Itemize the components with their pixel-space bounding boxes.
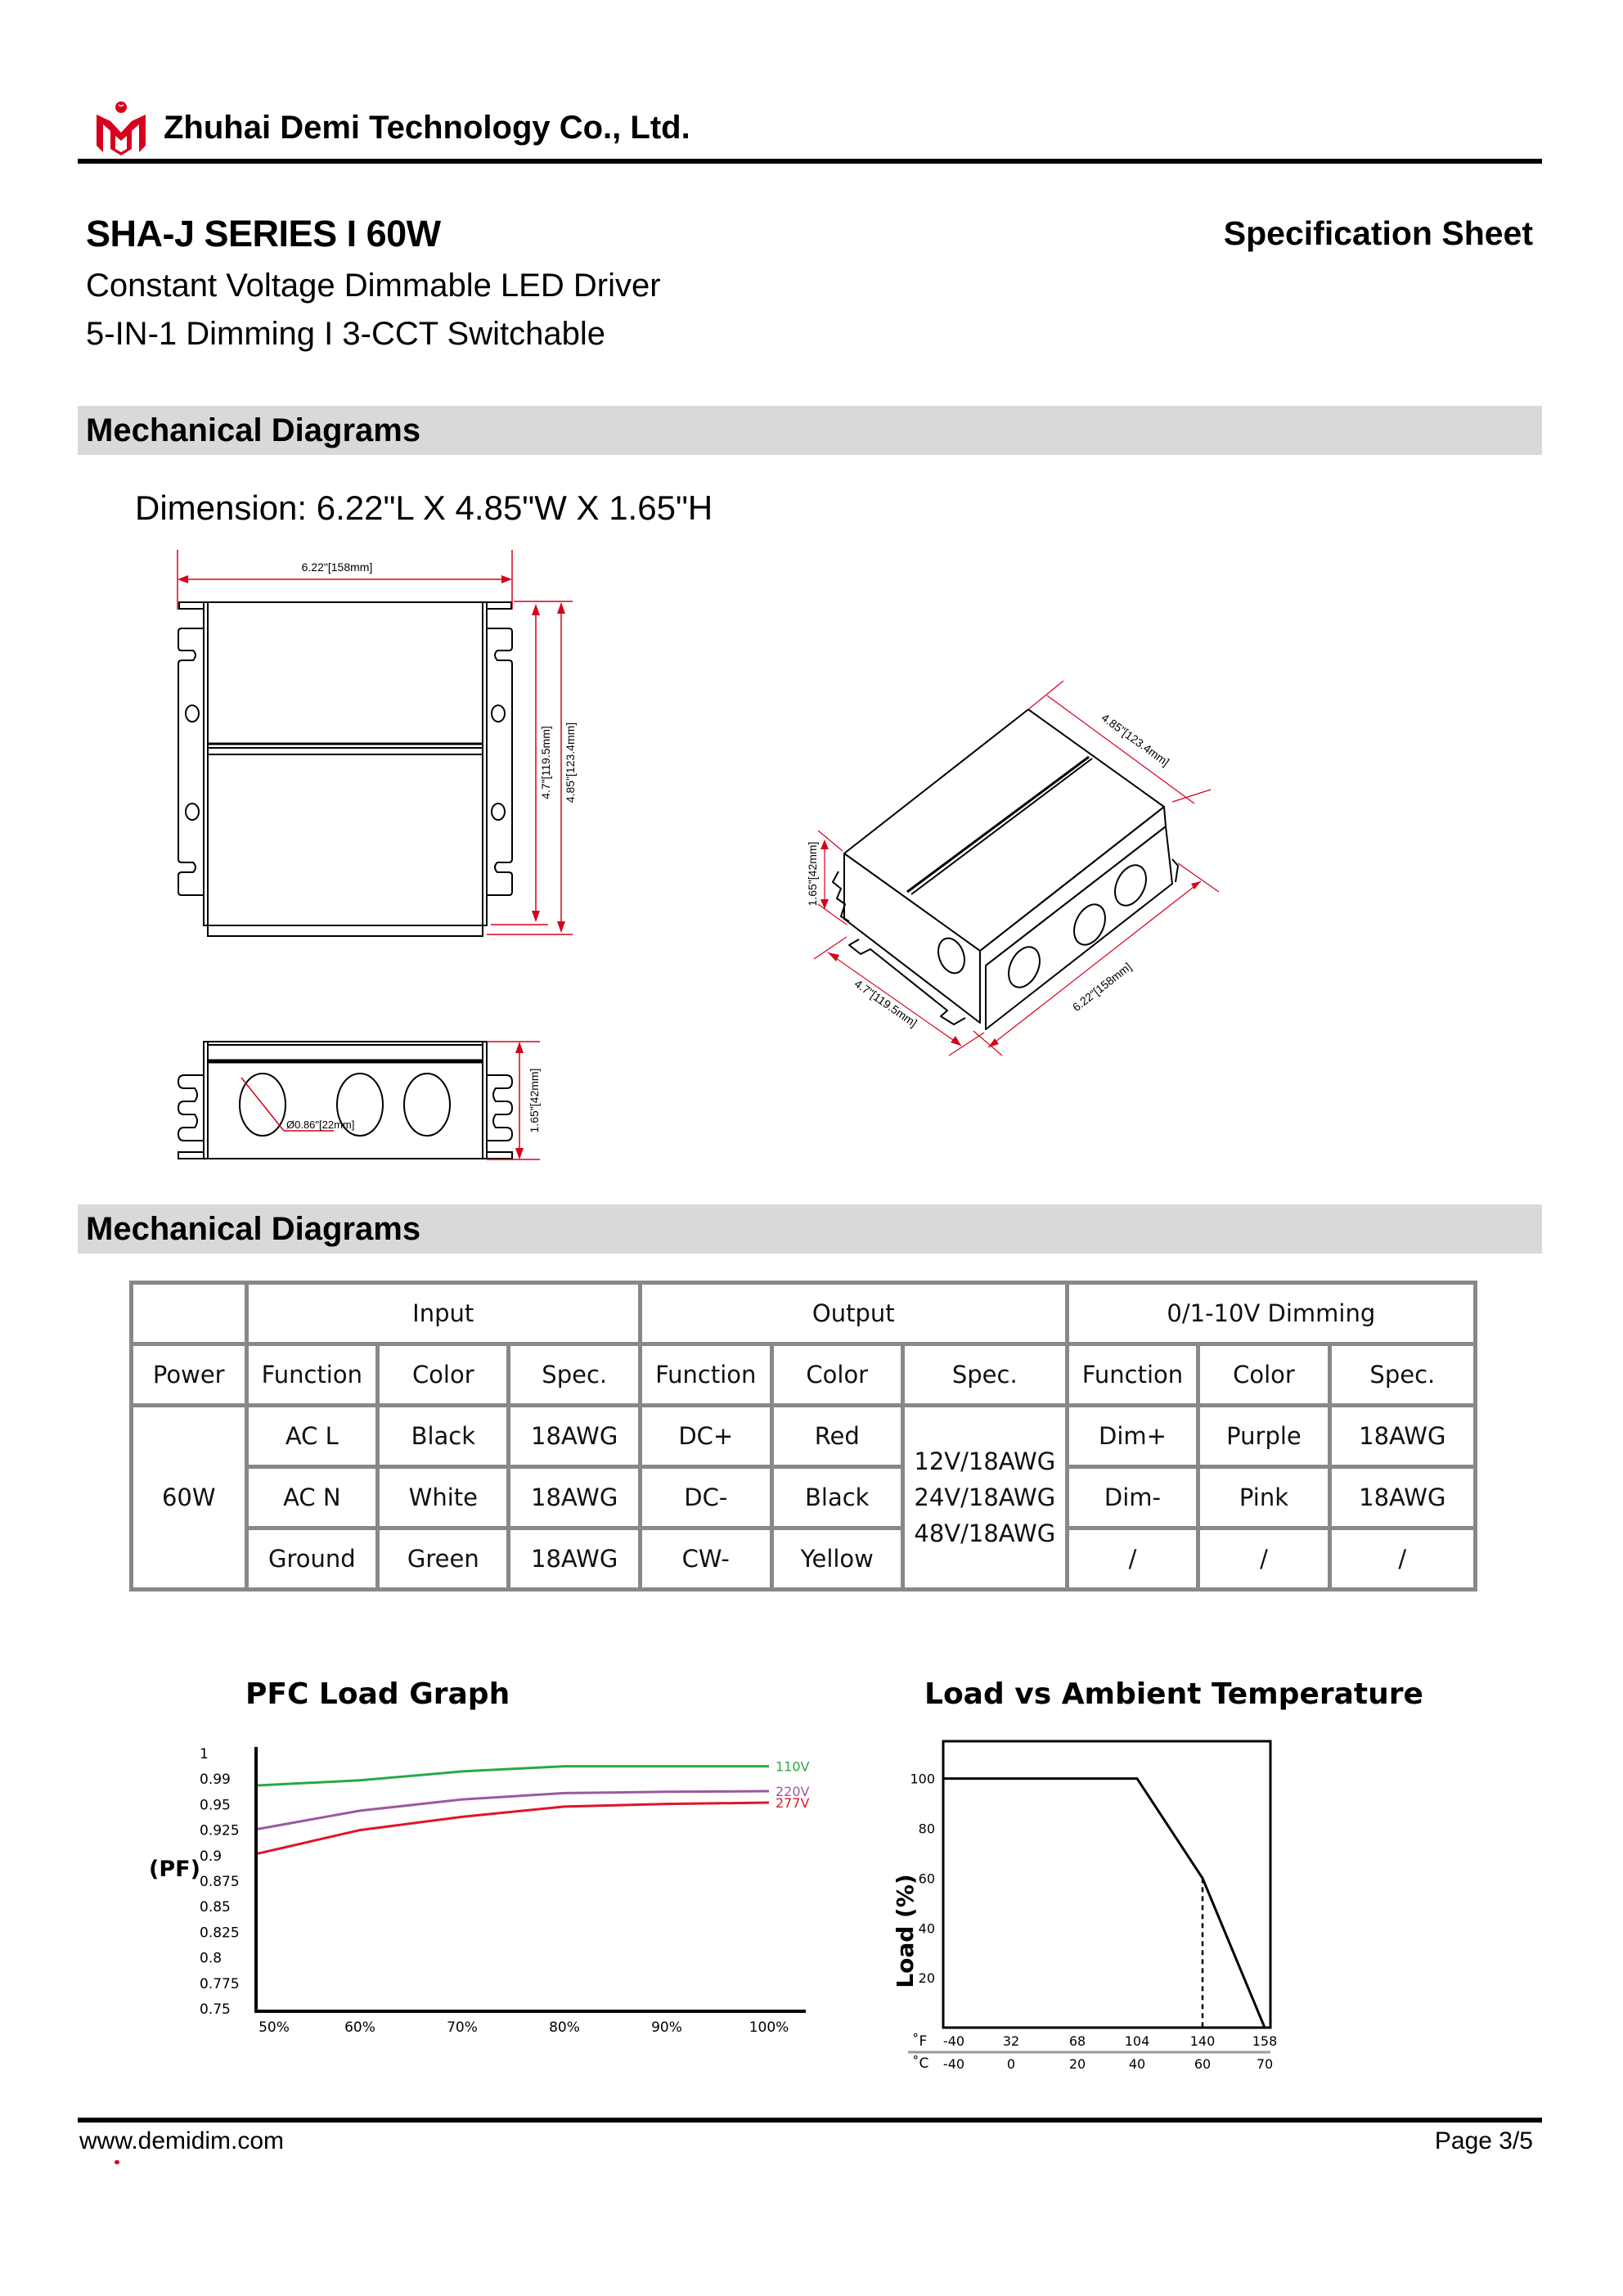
load-derating-line: [943, 1779, 1265, 2028]
load-x-tick-f: -40: [942, 2033, 965, 2049]
table-cell: CW-: [640, 1528, 771, 1590]
load-chart-title: Load vs Ambient Temperature: [924, 1677, 1423, 1711]
subtitle-1: Constant Voltage Dimmable LED Driver: [86, 268, 661, 304]
pfc-series-line-220V: [258, 1791, 769, 1829]
table-cell: Black: [378, 1406, 509, 1467]
wiring-spec-table: [129, 1281, 1477, 1591]
header-cell: Spec.: [509, 1344, 640, 1406]
fahrenheit-label: ˚F: [912, 2033, 928, 2050]
output-spec-line: 12V/18AWG: [914, 1447, 1056, 1475]
group-header-input: Input: [246, 1283, 640, 1344]
load-vs-temperature-chart: [883, 1727, 1456, 2095]
header-cell: Function: [246, 1344, 378, 1406]
table-corner-cell: [132, 1283, 247, 1344]
label-hole-diameter: Ø0.86"[22mm]: [286, 1119, 355, 1131]
load-y-tick-label: 80: [918, 1821, 935, 1837]
subtitle-2: 5-IN-1 Dimming I 3-CCT Switchable: [86, 316, 605, 352]
table-cell: Yellow: [771, 1528, 902, 1590]
celsius-label: ˚C: [912, 2055, 929, 2072]
header-cell: Color: [378, 1344, 509, 1406]
header-cell: Color: [1198, 1344, 1329, 1406]
table-cell: Dim-: [1067, 1467, 1198, 1528]
label-length: 6.22"[158mm]: [301, 560, 373, 574]
table-cell: 18AWG: [1329, 1406, 1475, 1467]
load-x-tick-f: 158: [1252, 2033, 1278, 2049]
load-x-tick-c: 40: [1128, 2056, 1146, 2072]
table-cell: Black: [771, 1467, 902, 1528]
pfc-y-tick-label: 0.95: [200, 1797, 231, 1814]
pfc-y-tick-label: 0.925: [200, 1822, 240, 1839]
load-plot-frame: [943, 1741, 1270, 2028]
dim-line-iso-depth: [828, 952, 961, 1046]
pfc-y-tick-label: 0.85: [200, 1899, 231, 1916]
label-inner-width: 4.7"[119.5mm]: [539, 726, 552, 799]
load-x-tick-f: 68: [1068, 2033, 1086, 2049]
footer-page-number: Page 3/5: [1434, 2127, 1533, 2154]
header-cell: Spec.: [902, 1344, 1067, 1406]
table-cell: DC-: [640, 1467, 771, 1528]
load-y-tick-label: 60: [918, 1871, 935, 1887]
isometric-view-drawing: [806, 679, 1399, 1088]
load-x-tick-c: -40: [942, 2056, 965, 2072]
table-cell: 18AWG: [509, 1467, 640, 1528]
load-x-tick-c: 20: [1068, 2056, 1086, 2072]
table-cell: /: [1067, 1528, 1198, 1590]
iso-label-depth: 4.7"[119.5mm]: [852, 976, 920, 1030]
output-spec-cell: [902, 1406, 1067, 1590]
table-cell: Ground: [246, 1528, 378, 1590]
footer-red-mark: [115, 2160, 119, 2164]
load-y-tick-label: 40: [918, 1920, 935, 1937]
table-cell: 18AWG: [1329, 1467, 1475, 1528]
iso-label-width: 4.85"[123.4mm]: [1099, 710, 1172, 769]
load-y-tick-label: 100: [910, 1771, 935, 1787]
pfc-x-tick-label: 90%: [651, 2019, 682, 2036]
pfc-series-line-277V: [258, 1803, 769, 1853]
table-cell: AC L: [246, 1406, 378, 1467]
iso-label-length: 6.22"[158mm]: [1069, 960, 1135, 1015]
table-cell: Green: [378, 1528, 509, 1590]
load-x-tick-c: 60: [1194, 2056, 1212, 2072]
load-y-axis-label: Load (%): [892, 1874, 919, 1988]
section-header-mechanical: [78, 406, 1542, 455]
dim-line-iso-length: [988, 881, 1201, 1047]
load-x-tick-c: 0: [1006, 2056, 1016, 2072]
section-heading: Mechanical Diagrams: [86, 1211, 421, 1247]
series-title: SHA-J SERIES I 60W: [86, 213, 441, 254]
table-group-header-row: [132, 1283, 1476, 1344]
label-outer-width: 4.85"[123.4mm]: [564, 722, 577, 804]
table-cell: White: [378, 1467, 509, 1528]
load-y-tick-label: 20: [918, 1970, 935, 1987]
footer-rule: [78, 2118, 1542, 2123]
pfc-legend-label: 277V: [776, 1795, 810, 1812]
pfc-series-line-110V: [258, 1767, 769, 1785]
table-cell: /: [1198, 1528, 1329, 1590]
table-cell: 18AWG: [509, 1406, 640, 1467]
pfc-x-tick-label: 70%: [447, 2019, 478, 2036]
pfc-y-tick-label: 0.99: [200, 1772, 231, 1789]
company-name: Zhuhai Demi Technology Co., Ltd.: [164, 110, 690, 146]
table-sub-header-row: [132, 1344, 1476, 1406]
table-cell: Red: [771, 1406, 902, 1467]
pfc-legend-label: 110V: [776, 1758, 810, 1775]
pfc-legend-label: 220V: [776, 1784, 810, 1800]
table-row: [132, 1528, 1476, 1590]
pfc-x-tick-label: 100%: [749, 2019, 789, 2036]
table-cell: Pink: [1198, 1467, 1329, 1528]
dim-line-iso-width: [1047, 696, 1194, 804]
pfc-y-axis-label: (PF): [149, 1857, 200, 1882]
table-cell: 18AWG: [509, 1528, 640, 1590]
table-cell: Purple: [1198, 1406, 1329, 1467]
top-view-drawing: [164, 540, 753, 982]
output-spec-line: 48V/18AWG: [914, 1519, 1056, 1547]
load-x-tick-f: 140: [1189, 2033, 1216, 2049]
header-cell: Spec.: [1329, 1344, 1475, 1406]
table-row: [132, 1406, 1476, 1467]
power-value-cell: 60W: [132, 1406, 247, 1590]
pfc-y-tick-label: 0.75: [200, 2001, 231, 2018]
group-header-dimming: 0/1-10V Dimming: [1067, 1283, 1475, 1344]
pfc-y-tick-label: 0.825: [200, 1925, 240, 1942]
table-cell: AC N: [246, 1467, 378, 1528]
pfc-y-tick-label: 1: [200, 1746, 209, 1763]
pfc-y-tick-label: 0.8: [200, 1950, 223, 1967]
group-header-output: Output: [640, 1283, 1067, 1344]
header-cell: Function: [1067, 1344, 1198, 1406]
side-view-drawing: [164, 1031, 753, 1186]
header-power: Power: [132, 1344, 247, 1406]
pfc-y-tick-label: 0.775: [200, 1975, 240, 1992]
table-cell: /: [1329, 1528, 1475, 1590]
table-row: [132, 1467, 1476, 1528]
footer-website[interactable]: www.demidim.com: [79, 2127, 285, 2154]
header-rule: [78, 159, 1542, 164]
load-x-tick-f: 104: [1124, 2033, 1150, 2049]
table-cell: DC+: [640, 1406, 771, 1467]
pfc-x-tick-label: 50%: [259, 2019, 290, 2036]
dimension-text: Dimension: 6.22"L X 4.85"W X 1.65"H: [135, 488, 713, 527]
section-header-wiring: [78, 1204, 1542, 1254]
load-x-tick-f: 32: [1002, 2033, 1020, 2049]
pfc-x-tick-label: 80%: [549, 2019, 580, 2036]
label-height: 1.65"[42mm]: [528, 1068, 541, 1133]
header-cell: Color: [771, 1344, 902, 1406]
section-heading: Mechanical Diagrams: [86, 412, 421, 448]
pfc-load-chart: [139, 1727, 843, 2054]
pfc-y-tick-label: 0.875: [200, 1874, 240, 1890]
pfc-y-tick-label: 0.9: [200, 1848, 223, 1865]
iso-label-height: 1.65"[42mm]: [806, 841, 819, 907]
pfc-x-tick-label: 60%: [344, 2019, 375, 2036]
pfc-chart-title: PFC Load Graph: [245, 1677, 510, 1711]
table-cell: Dim+: [1067, 1406, 1198, 1467]
header-cell: Function: [640, 1344, 771, 1406]
demi-logo-icon: [94, 100, 148, 157]
doc-type: Specification Sheet: [1223, 214, 1533, 252]
load-x-tick-c: 70: [1256, 2056, 1274, 2072]
output-spec-line: 24V/18AWG: [914, 1483, 1056, 1511]
